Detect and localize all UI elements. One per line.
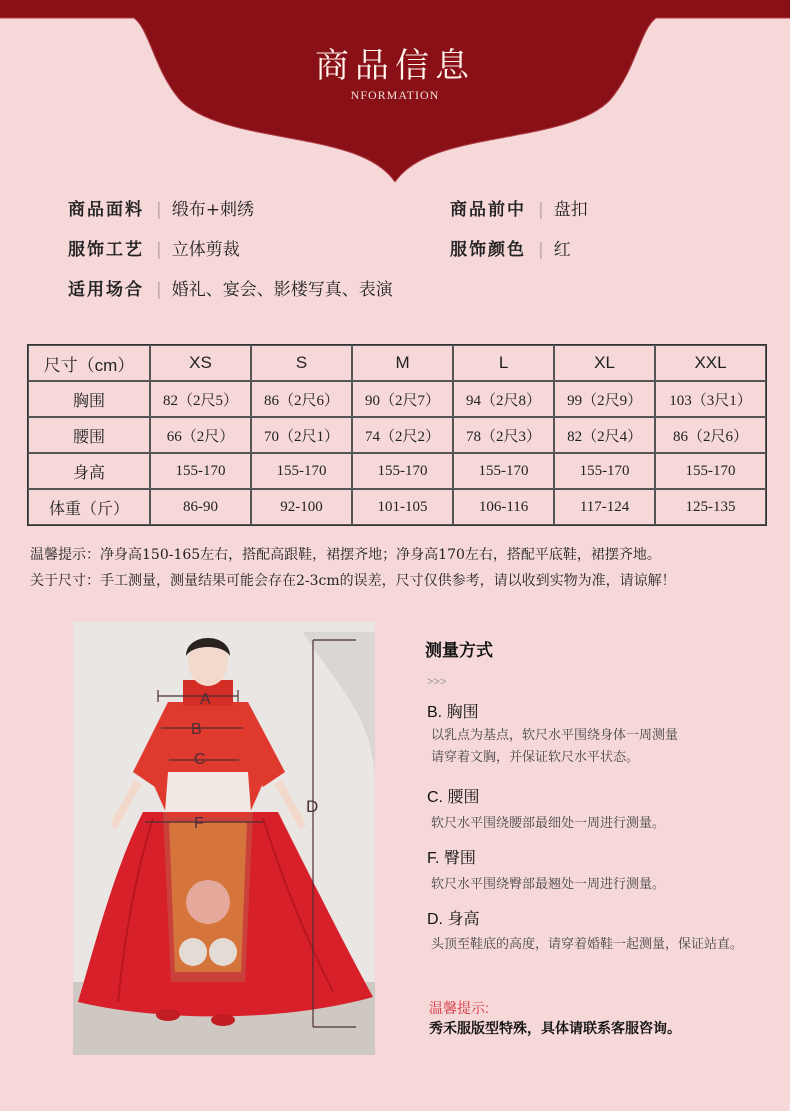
page-subtitle: NFORMATION <box>350 88 440 102</box>
measure-desc-line: 软尺水平围绕腰部最细处一周进行测量。 <box>431 815 666 830</box>
measure-desc-hip <box>431 873 665 895</box>
measure-title: 测量方式 <box>425 641 493 660</box>
table-header-cell: M <box>352 345 453 381</box>
measure-desc-line: 软尺水平围绕臀部最翘处一周进行测量。 <box>431 876 666 891</box>
measure-desc-line: 以乳点为基点，软尺水平围绕身体一周测量 <box>431 727 679 742</box>
info-fabric: 商品面料 | 缎布+刺绣 <box>68 200 254 220</box>
table-cell: 86-90 <box>150 489 251 525</box>
info-value: 红 <box>553 240 571 260</box>
measure-desc-bust <box>431 724 678 768</box>
info-front: 商品前中 | 盘扣 <box>450 200 588 220</box>
table-row <box>28 381 766 417</box>
dress-illustration <box>73 622 375 1055</box>
size-note-measure: 关于尺寸：手工测量，测量结果可能会存在2-3cm的误差，尺寸仅供参考，请以收到实物为准，请谅解！ <box>30 573 676 589</box>
table-cell: 101-105 <box>352 489 453 525</box>
table-cell: 92-100 <box>251 489 352 525</box>
measure-desc-waist <box>431 812 665 834</box>
label-d: D <box>306 797 319 816</box>
measure-desc-height <box>431 933 743 955</box>
info-value: 婚礼、宴会、影楼写真、表演 <box>171 280 393 300</box>
table-cell: 103（3尺1） <box>655 381 766 417</box>
table-cell: 70（2尺1） <box>251 417 352 453</box>
info-key: 服饰颜色 <box>450 240 526 260</box>
table-row-header: 腰围 <box>28 417 150 453</box>
table-cell: 90（2尺7） <box>352 381 453 417</box>
table-header-row <box>28 345 766 381</box>
measure-head-bust: B. 胸围 <box>427 704 479 721</box>
measure-head-waist: C. 腰围 <box>427 789 480 806</box>
info-value: 盘扣 <box>553 200 588 220</box>
label-a: A <box>200 691 211 708</box>
table-cell: 99（2尺9） <box>554 381 655 417</box>
tip-label: 温馨提示: <box>429 1000 489 1016</box>
table-cell: 155-170 <box>655 453 766 489</box>
table-cell: 94（2尺8） <box>453 381 554 417</box>
table-row-header: 胸围 <box>28 381 150 417</box>
table-cell: 117-124 <box>554 489 655 525</box>
size-note-tip: 温馨提示：净身高150-165左右，搭配高跟鞋，裙摆齐地；净身高170左右，搭配平底鞋，裙摆齐地。 <box>30 547 661 563</box>
info-color: 服饰颜色 | 红 <box>450 240 571 260</box>
page-title: 商品信息 <box>315 46 475 86</box>
arrows-icon: >>> <box>427 676 447 688</box>
label-f: F <box>194 815 204 832</box>
table-cell: 106-116 <box>453 489 554 525</box>
table-cell: 155-170 <box>251 453 352 489</box>
table-cell: 86（2尺6） <box>251 381 352 417</box>
table-cell: 66（2尺） <box>150 417 251 453</box>
info-key: 商品前中 <box>450 200 526 220</box>
table-header-cell: 尺寸（cm） <box>28 345 150 381</box>
label-b: B <box>191 721 202 738</box>
measure-desc-line: 头顶至鞋底的高度，请穿着婚鞋一起测量，保证站直。 <box>431 936 744 951</box>
info-value: 立体剪裁 <box>171 240 240 260</box>
table-cell: 86（2尺6） <box>655 417 766 453</box>
info-key: 商品面料 <box>68 200 144 220</box>
table-row <box>28 489 766 525</box>
table-row <box>28 453 766 489</box>
model-photo <box>73 622 375 1055</box>
table-cell: 82（2尺5） <box>150 381 251 417</box>
table-cell: 155-170 <box>150 453 251 489</box>
info-occasion: 适用场合 | 婚礼、宴会、影楼写真、表演 <box>68 280 393 300</box>
info-key: 适用场合 <box>68 280 144 300</box>
table-cell: 125-135 <box>655 489 766 525</box>
measure-head-hip: F. 臀围 <box>427 850 476 867</box>
table-cell: 155-170 <box>453 453 554 489</box>
table-header-cell: S <box>251 345 352 381</box>
label-c: C <box>194 751 206 768</box>
table-cell: 74（2尺2） <box>352 417 453 453</box>
info-craft: 服饰工艺 | 立体剪裁 <box>68 240 240 260</box>
table-row-header: 身高 <box>28 453 150 489</box>
tip-text: 秀禾服版型特殊，具体请联系客服咨询。 <box>429 1020 681 1036</box>
info-key: 服饰工艺 <box>68 240 144 260</box>
table-row <box>28 417 766 453</box>
table-header-cell: XXL <box>655 345 766 381</box>
table-cell: 155-170 <box>554 453 655 489</box>
info-value: 缎布+刺绣 <box>171 200 254 220</box>
table-header-cell: XL <box>554 345 655 381</box>
table-header-cell: XS <box>150 345 251 381</box>
table-cell: 82（2尺4） <box>554 417 655 453</box>
table-cell: 155-170 <box>352 453 453 489</box>
table-cell: 78（2尺3） <box>453 417 554 453</box>
measure-desc-line: 请穿着文胸，并保证软尺水平状态。 <box>431 749 640 764</box>
size-table <box>27 344 767 526</box>
table-header-cell: L <box>453 345 554 381</box>
measure-head-height: D. 身高 <box>427 911 480 928</box>
table-row-header: 体重（斤） <box>28 489 150 525</box>
